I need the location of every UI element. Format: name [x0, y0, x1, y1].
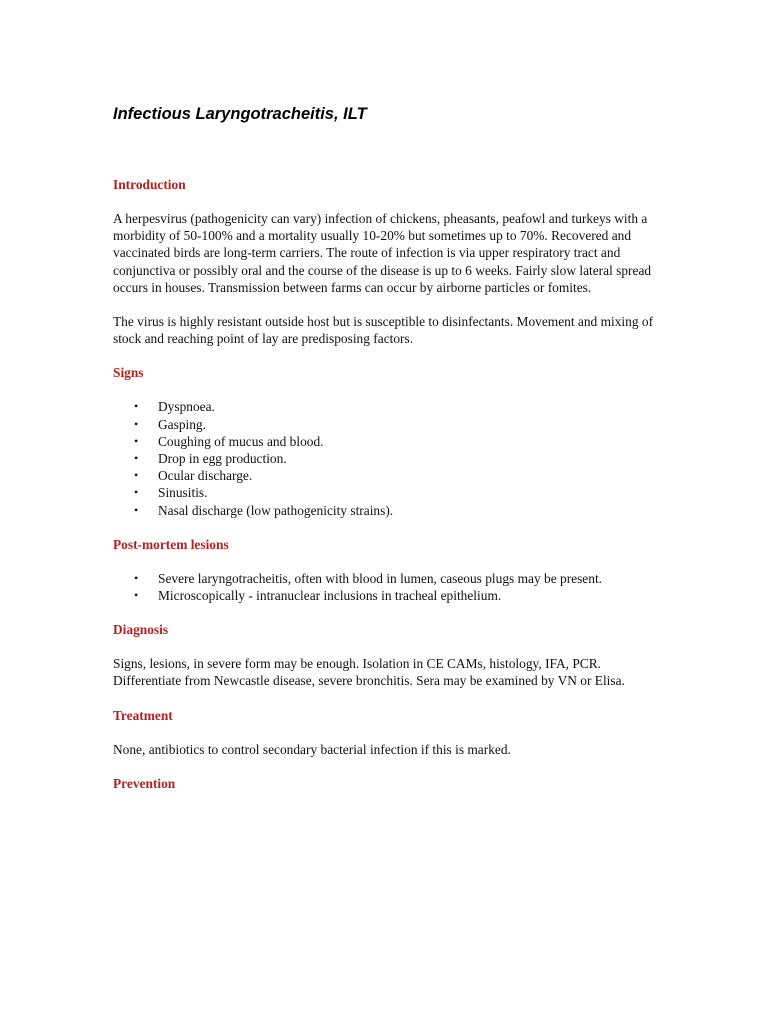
- list-item: [134, 502, 658, 519]
- introduction-paragraph-1: A herpesvirus (pathogenicity can vary) infection of chickens, pheasants, peafowl and turkeys with a morbidity of 50-100% and a mortality usually 10-20% but sometimes up to 70%. Recovered and vaccinated birds are long-term carriers. The route of infection is via upper respiratory tract and conjunctiva or possibly oral and the course of the disease is up to 6 weeks. Fairly slow lateral spread occurs in houses. Transmission between farms can occur by airborne particles or fomites.: [113, 211, 652, 295]
- diagnosis-paragraph: Signs, lesions, in severe form may be enough. Isolation in CE CAMs, histology, IFA, PCR. Differentiate from Newcastle disease, severe bronchitis. Sera may be examined by VN or Elisa.: [113, 656, 625, 689]
- bullet-icon: •: [134, 416, 139, 431]
- list-item: [134, 398, 658, 415]
- bullet-icon: •: [134, 570, 139, 585]
- list-item-text: Sinusitis.: [158, 485, 208, 501]
- bullet-icon: •: [134, 433, 139, 448]
- list-item-text: Drop in egg production.: [158, 451, 287, 467]
- list-item: [134, 416, 658, 433]
- bullet-icon: •: [134, 399, 139, 414]
- postmortem-heading: Post-mortem lesions: [113, 536, 229, 552]
- section-diagnosis: [113, 621, 658, 689]
- introduction-paragraph-2: The virus is highly resistant outside host but is susceptible to disinfectants. Movement and mixing of stock and reaching point of lay are predisposing factors.: [113, 314, 654, 347]
- document-title: Infectious Laryngotracheitis, ILT: [113, 105, 367, 123]
- list-item: [134, 570, 658, 587]
- introduction-heading: Introduction: [113, 177, 186, 192]
- bullet-icon: •: [134, 485, 139, 500]
- list-item-text: Gasping.: [158, 416, 206, 432]
- list-item-text: Dyspnoea.: [158, 399, 215, 415]
- prevention-heading: Prevention: [113, 775, 176, 791]
- section-postmortem: [113, 536, 658, 604]
- list-item-text: Microscopically - intranuclear inclusions in tracheal epithelium.: [158, 588, 502, 604]
- section-introduction: [113, 176, 658, 347]
- list-item-text: Nasal discharge (low pathogenicity strains).: [158, 502, 394, 518]
- list-item-text: Severe laryngotracheitis, often with blood in lumen, caseous plugs may be present.: [158, 570, 603, 586]
- postmortem-list: [113, 570, 658, 604]
- diagnosis-heading: Diagnosis: [113, 622, 169, 638]
- treatment-paragraph: None, antibiotics to control secondary bacterial infection if this is marked.: [113, 741, 511, 757]
- bullet-icon: •: [134, 451, 139, 466]
- section-prevention: [113, 775, 658, 792]
- signs-list: [113, 398, 658, 518]
- list-item: [134, 484, 658, 501]
- bullet-icon: •: [134, 468, 139, 483]
- document-page: [113, 104, 658, 809]
- treatment-heading: Treatment: [113, 707, 173, 723]
- section-treatment: [113, 707, 658, 758]
- section-signs: [113, 364, 658, 518]
- list-item: [134, 450, 658, 467]
- bullet-icon: •: [134, 502, 139, 517]
- list-item: [134, 467, 658, 484]
- list-item: [134, 587, 658, 604]
- bullet-icon: •: [134, 588, 139, 603]
- list-item-text: Coughing of mucus and blood.: [158, 433, 324, 449]
- list-item-text: Ocular discharge.: [158, 468, 253, 484]
- list-item: [134, 433, 658, 450]
- signs-heading: Signs: [113, 365, 144, 381]
